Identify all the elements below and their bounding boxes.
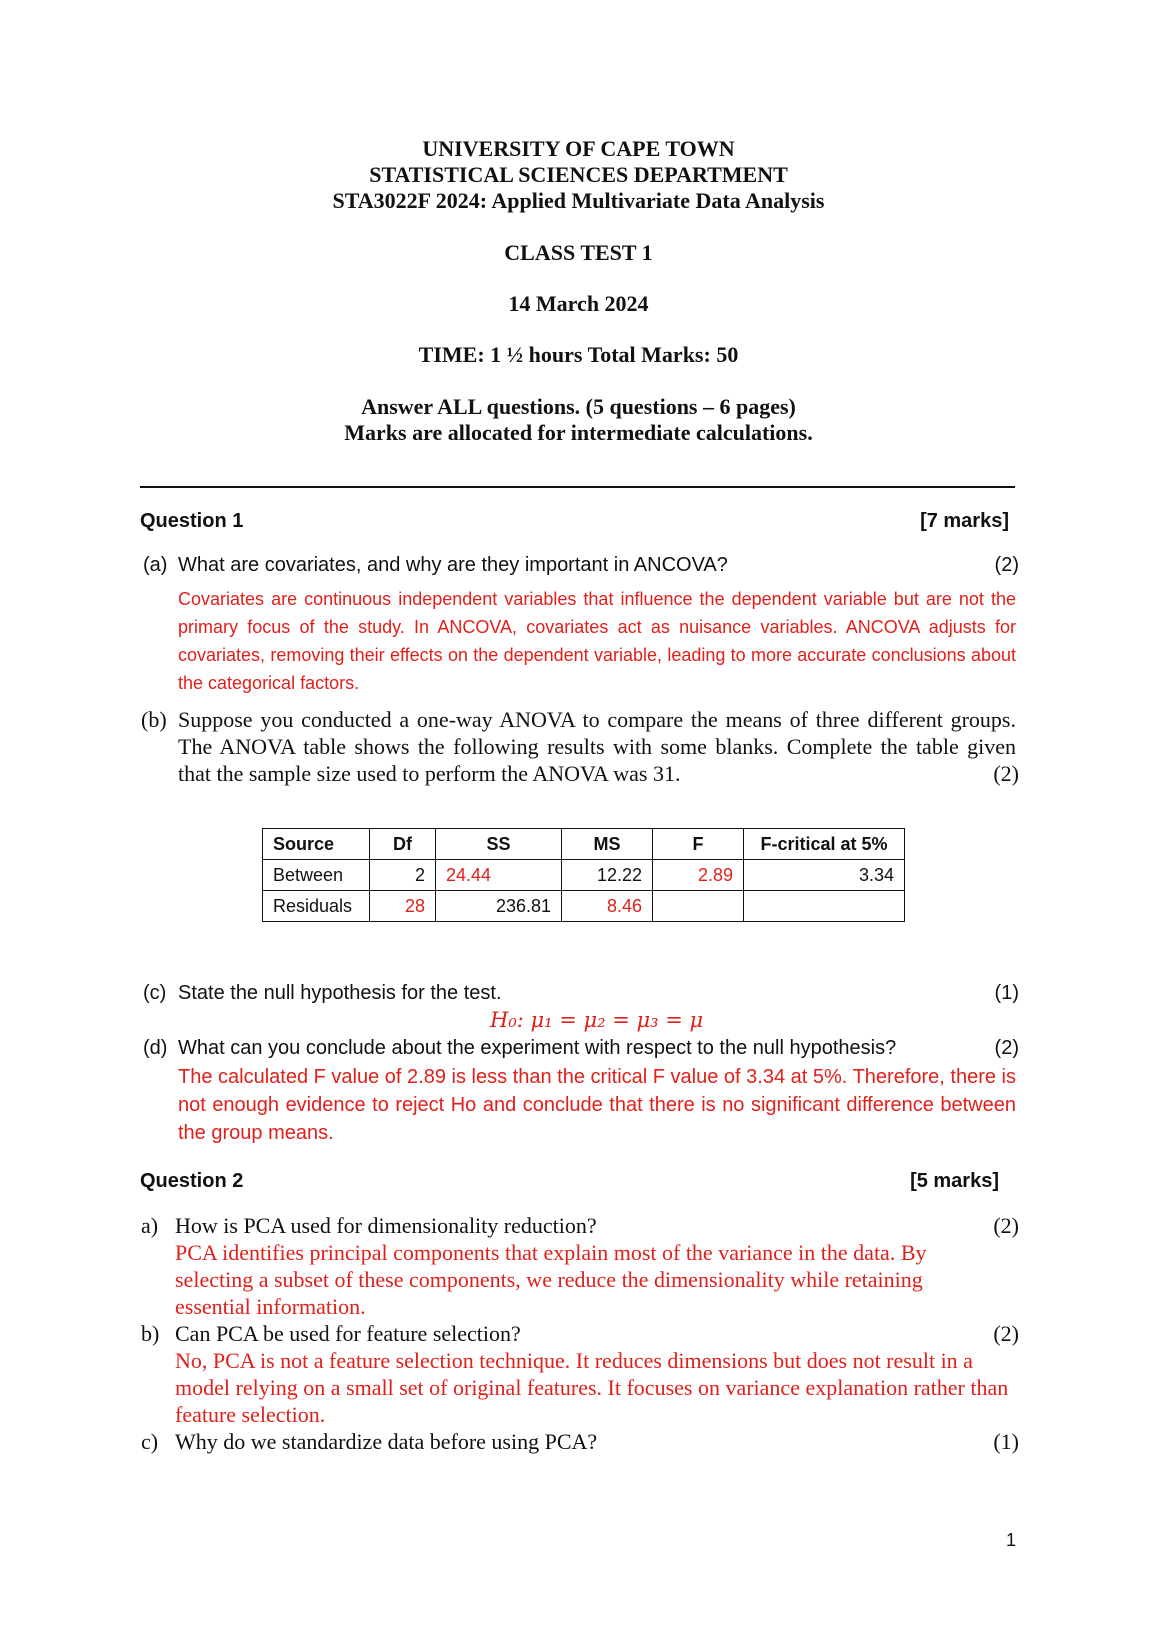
q1a-label: (a) [143, 554, 168, 576]
q2c-text: Why do we standardize data before using PCA? [175, 1429, 598, 1454]
test-title: CLASS TEST 1 [504, 240, 653, 265]
q1a-points: (2) [994, 554, 1019, 576]
q2b-text: Can PCA be used for feature selection? [175, 1321, 521, 1346]
question-2-marks: [5 marks] [910, 1170, 999, 1192]
null-hypothesis-formula: H₀: μ₁ = μ₂ = μ₃ = μ [490, 1008, 704, 1032]
time-and-marks: TIME: 1 ½ hours Total Marks: 50 [418, 342, 739, 367]
table-row [263, 860, 905, 891]
cell-ms: 8.46 [562, 891, 653, 922]
q1b-text: Suppose you conducted a one-way ANOVA to compare the means of three different groups. The ANOVA table shows the following results with some blanks. Complete the table given that the sample size used to perform the ANOVA was 31. [178, 707, 1016, 786]
header-fcrit: F-critical at 5% [744, 829, 905, 860]
cell-source: Residuals [263, 891, 370, 922]
q1d-text: What can you conclude about the experiment with respect to the null hypothesis? [178, 1037, 897, 1059]
cell-df: 2 [370, 860, 436, 891]
q2c-label: c) [141, 1429, 159, 1454]
cell-f [653, 891, 744, 922]
cell-df: 28 [370, 891, 436, 922]
cell-f: 2.89 [653, 860, 744, 891]
q1d-answer: The calculated F value of 2.89 is less than the critical F value of 3.34 at 5%. Therefore, there is not enough evidence to reject Ho and conclude that there is no significant difference between the group means. [178, 1066, 1016, 1144]
header-ms: MS [562, 829, 653, 860]
q1c-points: (1) [994, 982, 1019, 1004]
university-name: UNIVERSITY OF CAPE TOWN [422, 136, 735, 161]
cell-ss: 236.81 [436, 891, 562, 922]
cell-source: Between [263, 860, 370, 891]
q2c-points: (1) [993, 1429, 1019, 1454]
cell-ms: 12.22 [562, 860, 653, 891]
q2b-points: (2) [993, 1321, 1019, 1346]
cell-fcrit [744, 891, 905, 922]
q1a-answer: Covariates are continuous independent variables that influence the dependent variable but are not the primary focus of the study. In ANCOVA, covariates act as nuisance variables. ANCOVA adjusts for covariates, removing their effects on the dependent variable, leading to more accurate conclusions about the categorical factors. [178, 589, 1016, 693]
q2a-label: a) [141, 1213, 159, 1238]
header-df: Df [370, 829, 436, 860]
q1c-label: (c) [143, 982, 167, 1004]
course-title: STA3022F 2024: Applied Multivariate Data Analysis [332, 188, 825, 213]
instructions-line-2: Marks are allocated for intermediate calculations. [344, 420, 813, 445]
page-number: 1 [1006, 1530, 1017, 1550]
q1d-label: (d) [143, 1037, 168, 1059]
cell-fcrit: 3.34 [744, 860, 905, 891]
table-row [263, 891, 905, 922]
header-source: Source [263, 829, 370, 860]
q2b-label: b) [141, 1321, 160, 1346]
question-1-title: Question 1 [140, 510, 244, 532]
header-f: F [653, 829, 744, 860]
instructions-line-1: Answer ALL questions. (5 questions – 6 pages) [361, 394, 796, 419]
q1a-text: What are covariates, and why are they important in ANCOVA? [178, 554, 728, 576]
q1c-text: State the null hypothesis for the test. [178, 982, 502, 1004]
q2a-text: How is PCA used for dimensionality reduction? [175, 1213, 597, 1238]
header-ss: SS [436, 829, 562, 860]
cell-ss: 24.44 [436, 860, 562, 891]
test-date: 14 March 2024 [508, 291, 649, 316]
table-header-row [263, 829, 905, 860]
header-divider [140, 486, 1015, 488]
q1d-points: (2) [994, 1037, 1019, 1059]
q1b-points: (2) [993, 761, 1019, 786]
q2a-points: (2) [993, 1213, 1019, 1238]
q2a-answer: PCA identifies principal components that explain most of the variance in the data. By selecting a subset of these components, we reduce the dimensionality while retaining essential information. [175, 1240, 927, 1319]
anova-table [262, 828, 905, 922]
question-2-title: Question 2 [140, 1170, 244, 1192]
department-name: STATISTICAL SCIENCES DEPARTMENT [369, 162, 788, 187]
q2b-answer: No, PCA is not a feature selection technique. It reduces dimensions but does not result in a model relying on a small set of original features. It focuses on variance explanation rather than feature selection. [175, 1348, 1009, 1427]
q1b-label: (b) [141, 707, 167, 732]
question-1-marks: [7 marks] [920, 510, 1009, 532]
